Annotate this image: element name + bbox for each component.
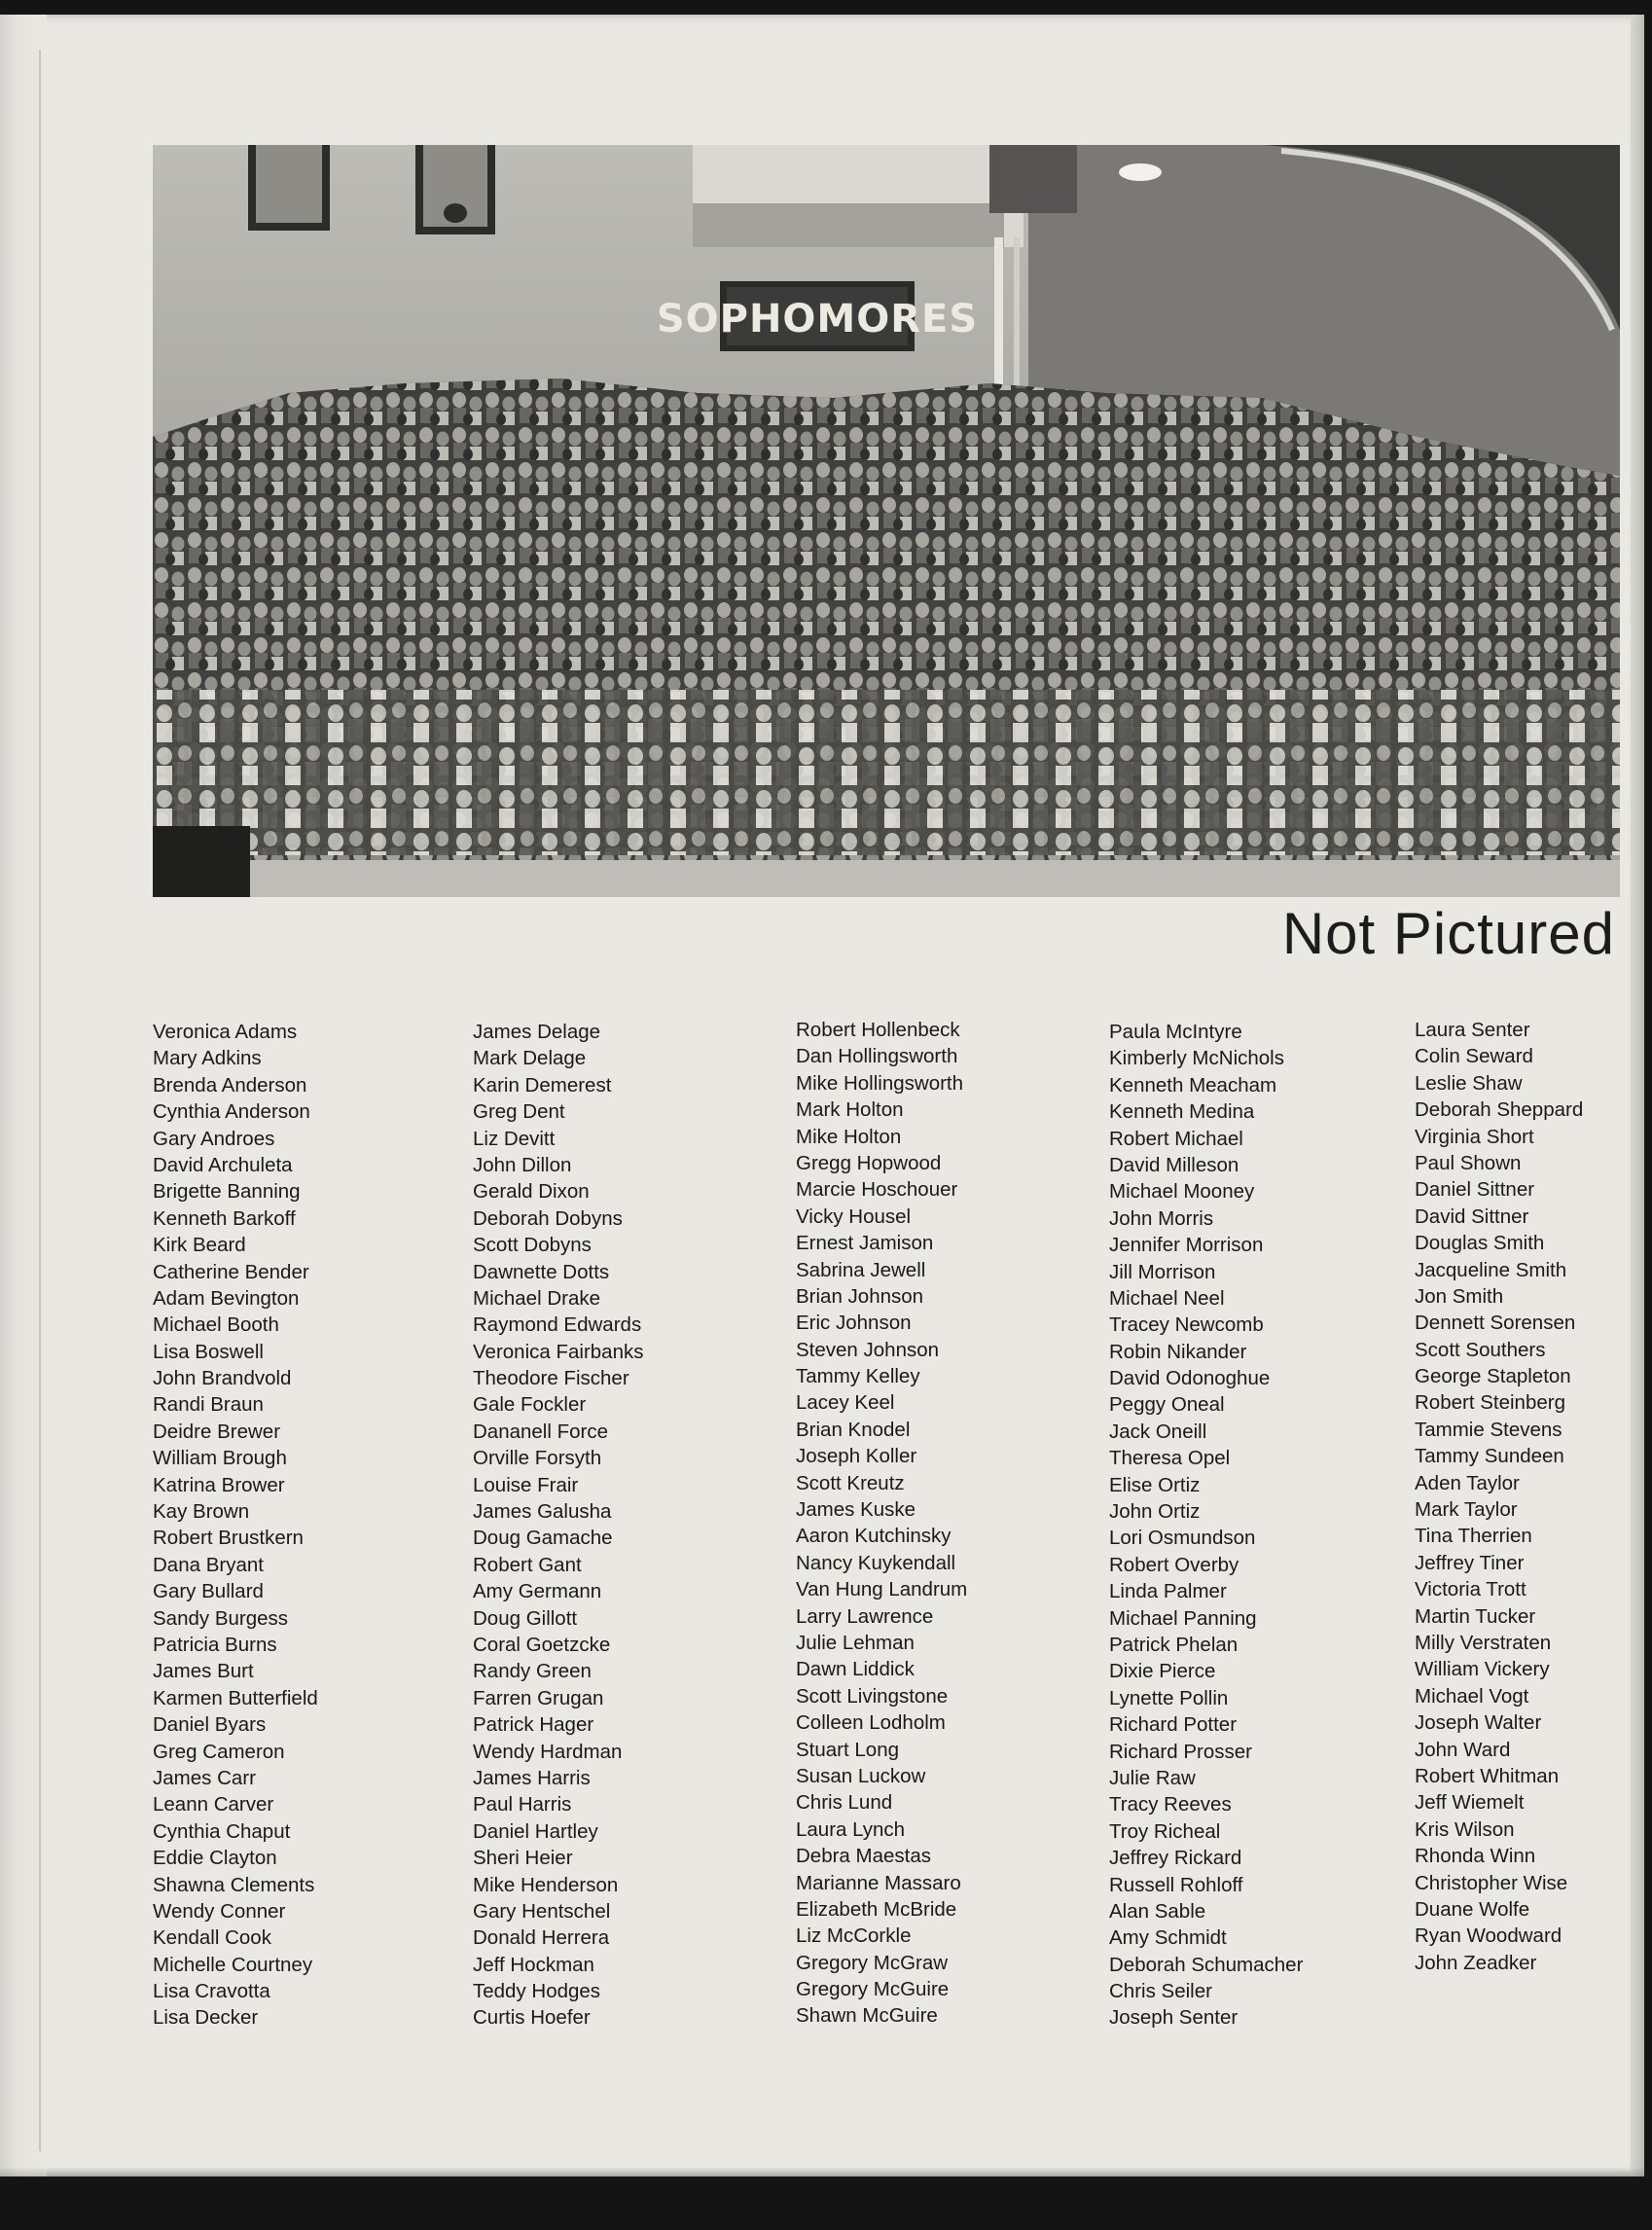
- names-column-4: [1109, 1019, 1303, 2032]
- student-name: Tammy Sundeen: [1415, 1445, 1564, 1468]
- student-name: Gregory McGraw: [796, 1951, 949, 1974]
- student-name: Mike Holton: [796, 1125, 902, 1148]
- student-name: Kenneth Barkoff: [153, 1206, 296, 1230]
- student-name: Katrina Brower: [153, 1473, 285, 1496]
- student-name: Jeffrey Rickard: [1109, 1847, 1242, 1870]
- student-name: Brenda Anderson: [153, 1073, 307, 1097]
- student-name: Daniel Hartley: [473, 1819, 598, 1843]
- student-name: David Odonoghue: [1109, 1367, 1271, 1390]
- student-name: Laura Senter: [1415, 1019, 1530, 1041]
- student-name: Farren Grugan: [473, 1686, 604, 1709]
- student-name: Louise Frair: [473, 1473, 579, 1496]
- student-name: Eddie Clayton: [153, 1847, 277, 1870]
- student-name: Larry Lawrence: [796, 1604, 934, 1628]
- student-name: Dennett Sorensen: [1415, 1312, 1576, 1335]
- student-name: Scott Southers: [1415, 1338, 1546, 1361]
- student-name: Gary Bullard: [153, 1580, 264, 1603]
- student-name: Mike Hollingsworth: [796, 1071, 964, 1095]
- student-name: Mark Holton: [796, 1098, 904, 1122]
- student-name: Sheri Heier: [473, 1847, 573, 1870]
- student-name: Chris Lund: [796, 1791, 893, 1815]
- yearbook-page: [0, 15, 1644, 2176]
- student-name: Alan Sable: [1109, 1899, 1206, 1923]
- student-name: Laura Lynch: [796, 1817, 906, 1841]
- student-name: Tammie Stevens: [1415, 1418, 1562, 1441]
- student-name: Tracey Newcomb: [1109, 1313, 1264, 1337]
- student-name: Michael Neel: [1109, 1286, 1225, 1310]
- student-name: James Kuske: [796, 1498, 916, 1522]
- student-name: Deborah Schumacher: [1109, 1953, 1304, 1976]
- student-name: Jennifer Morrison: [1109, 1234, 1264, 1257]
- student-name: Van Hung Landrum: [796, 1578, 968, 1601]
- student-name: James Galusha: [473, 1500, 612, 1524]
- student-name: Robert Brustkern: [153, 1527, 304, 1550]
- student-name: Kendall Cook: [153, 1926, 271, 1950]
- student-name: Michael Drake: [473, 1286, 601, 1310]
- student-name: Daniel Byars: [153, 1713, 267, 1737]
- student-name: Leslie Shaw: [1415, 1071, 1523, 1095]
- student-name: Robin Nikander: [1109, 1340, 1247, 1363]
- student-name: Nancy Kuykendall: [796, 1551, 956, 1574]
- student-name: Kay Brown: [153, 1500, 250, 1524]
- student-name: Ernest Jamison: [796, 1232, 934, 1255]
- class-group-photo: [153, 145, 1620, 897]
- student-name: Liz Devitt: [473, 1127, 556, 1150]
- student-name: Gary Hentschel: [473, 1899, 611, 1923]
- student-name: James Delage: [473, 1021, 601, 1043]
- student-name: Stuart Long: [796, 1738, 899, 1761]
- student-name: John Dillon: [473, 1153, 572, 1176]
- student-name: Aaron Kutchinsky: [796, 1525, 952, 1548]
- student-name: Michael Vogt: [1415, 1684, 1529, 1708]
- student-name: Coral Goetzcke: [473, 1633, 611, 1656]
- student-name: John Brandvold: [153, 1367, 292, 1390]
- student-name: Patricia Burns: [153, 1633, 277, 1656]
- student-name: Greg Cameron: [153, 1740, 285, 1763]
- student-name: Gerald Dixon: [473, 1180, 590, 1204]
- student-name: Amy Germann: [473, 1580, 602, 1603]
- student-name: Paul Harris: [473, 1793, 572, 1816]
- student-name: Julie Raw: [1109, 1766, 1196, 1789]
- student-name: Steven Johnson: [796, 1338, 940, 1361]
- student-name: Michael Mooney: [1109, 1180, 1255, 1204]
- student-name: Kenneth Meacham: [1109, 1073, 1277, 1097]
- student-name: Gale Fockler: [473, 1393, 587, 1417]
- student-name: Mike Henderson: [473, 1873, 619, 1896]
- student-name: Raymond Edwards: [473, 1313, 642, 1337]
- student-name: Colleen Lodholm: [796, 1711, 946, 1735]
- student-name: Milly Verstraten: [1415, 1631, 1552, 1654]
- student-name: David Milleson: [1109, 1153, 1239, 1176]
- page-heading: Not Pictured: [1281, 901, 1615, 966]
- student-name: Jack Oneill: [1109, 1420, 1207, 1443]
- student-name: Joseph Walter: [1415, 1711, 1542, 1735]
- student-name: Robert Overby: [1109, 1553, 1239, 1576]
- student-name: John Zeadker: [1415, 1951, 1537, 1974]
- student-name: Tammy Kelley: [796, 1365, 920, 1388]
- photo-artwork: [153, 145, 1620, 897]
- student-name: Julie Lehman: [796, 1631, 915, 1654]
- student-name: Debra Maestas: [796, 1845, 932, 1868]
- student-name: Brian Knodel: [796, 1418, 911, 1441]
- student-name: Victoria Trott: [1415, 1578, 1526, 1601]
- student-name: Brian Johnson: [796, 1284, 924, 1308]
- student-name: Orville Forsyth: [473, 1447, 602, 1470]
- student-name: Lori Osmundson: [1109, 1527, 1256, 1550]
- student-name: Dawnette Dotts: [473, 1260, 610, 1283]
- student-name: Gary Androes: [153, 1127, 275, 1150]
- names-column-3: [796, 1017, 967, 2030]
- student-name: Cynthia Chaput: [153, 1819, 291, 1843]
- student-name: Virginia Short: [1415, 1125, 1534, 1148]
- student-name: Kris Wilson: [1415, 1817, 1515, 1841]
- names-column-2: [473, 1019, 643, 2032]
- sophomores-banner: SOPHOMORES: [656, 297, 979, 342]
- student-name: Karmen Butterfield: [153, 1686, 318, 1709]
- student-name: Kenneth Medina: [1109, 1100, 1255, 1124]
- student-name: Greg Dent: [473, 1100, 565, 1124]
- student-name: Tina Therrien: [1415, 1525, 1532, 1548]
- student-name: Doug Gillott: [473, 1606, 578, 1630]
- student-name: Chris Seiler: [1109, 1980, 1212, 2003]
- student-name: Catherine Bender: [153, 1260, 309, 1283]
- names-column-5: [1415, 1017, 1583, 1976]
- student-name: Robert Gant: [473, 1553, 582, 1576]
- student-name: Peggy Oneal: [1109, 1393, 1225, 1417]
- student-name: Mary Adkins: [153, 1047, 262, 1070]
- student-name: John Ortiz: [1109, 1500, 1201, 1524]
- student-name: Eric Johnson: [796, 1312, 912, 1335]
- student-name: Elizabeth McBride: [796, 1897, 957, 1921]
- student-name: William Brough: [153, 1447, 287, 1470]
- student-name: Gregg Hopwood: [796, 1151, 942, 1174]
- student-name: John Ward: [1415, 1738, 1511, 1761]
- student-name: Dana Bryant: [153, 1553, 264, 1576]
- student-name: Lisa Cravotta: [153, 1980, 270, 2003]
- student-name: Michael Panning: [1109, 1606, 1257, 1630]
- student-name: Duane Wolfe: [1415, 1897, 1530, 1921]
- student-name: Mark Delage: [473, 1047, 587, 1070]
- student-name: Dananell Force: [473, 1420, 609, 1443]
- student-name: Patrick Phelan: [1109, 1633, 1239, 1656]
- student-name: Robert Michael: [1109, 1127, 1243, 1150]
- page-bottom-shadow: [0, 2167, 1644, 2176]
- student-name: Scott Kreutz: [796, 1471, 905, 1494]
- student-name: Joseph Koller: [796, 1445, 917, 1468]
- student-name: Teddy Hodges: [473, 1980, 601, 2003]
- student-name: Daniel Sittner: [1415, 1178, 1535, 1202]
- student-name: Jeffrey Tiner: [1415, 1551, 1525, 1574]
- student-name: Paula McIntyre: [1109, 1021, 1242, 1043]
- student-name: Rhonda Winn: [1415, 1845, 1536, 1868]
- student-name: Joseph Senter: [1109, 2006, 1239, 2030]
- student-name: Scott Livingstone: [796, 1684, 949, 1708]
- student-name: Linda Palmer: [1109, 1580, 1227, 1603]
- student-name: Deborah Sheppard: [1415, 1098, 1584, 1122]
- student-name: Shawna Clements: [153, 1873, 315, 1896]
- student-name: Martin Tucker: [1415, 1604, 1536, 1628]
- student-name: Marcie Hoschouer: [796, 1178, 958, 1202]
- student-name: Kirk Beard: [153, 1234, 246, 1257]
- student-name: Tracy Reeves: [1109, 1793, 1232, 1816]
- student-name: Jon Smith: [1415, 1284, 1504, 1308]
- student-name: Elise Ortiz: [1109, 1473, 1201, 1496]
- student-name: Donald Herrera: [473, 1926, 610, 1950]
- student-name: Karin Demerest: [473, 1073, 612, 1097]
- student-name: Dan Hollingsworth: [796, 1045, 958, 1068]
- not-pictured-list: [0, 1019, 1644, 2050]
- student-name: Wendy Conner: [153, 1899, 286, 1923]
- student-name: Lisa Boswell: [153, 1340, 264, 1363]
- student-name: Brigette Banning: [153, 1180, 301, 1204]
- student-name: Shawn McGuire: [796, 2004, 938, 2028]
- student-name: Richard Prosser: [1109, 1740, 1252, 1763]
- student-name: Theodore Fischer: [473, 1367, 629, 1390]
- student-name: Patrick Hager: [473, 1713, 594, 1737]
- student-name: Aden Taylor: [1415, 1471, 1520, 1494]
- student-name: Lisa Decker: [153, 2006, 259, 2030]
- student-name: Randy Green: [473, 1660, 592, 1683]
- student-name: Jill Morrison: [1109, 1260, 1216, 1283]
- student-name: David Sittner: [1415, 1205, 1529, 1228]
- student-name: Jeff Wiemelt: [1415, 1791, 1525, 1815]
- names-column-1: [153, 1019, 318, 2032]
- student-name: Adam Bevington: [153, 1286, 300, 1310]
- student-name: Leann Carver: [153, 1793, 274, 1816]
- student-name: Scott Dobyns: [473, 1234, 592, 1257]
- student-name: Lacey Keel: [796, 1391, 895, 1415]
- student-name: Randi Braun: [153, 1393, 264, 1417]
- student-name: Sandy Burgess: [153, 1606, 289, 1630]
- student-name: James Burt: [153, 1660, 254, 1683]
- student-name: Amy Schmidt: [1109, 1926, 1227, 1950]
- student-name: Gregory McGuire: [796, 1978, 950, 2001]
- student-name: Douglas Smith: [1415, 1232, 1545, 1255]
- student-name: Robert Hollenbeck: [796, 1019, 960, 1041]
- student-name: Dixie Pierce: [1109, 1660, 1216, 1683]
- student-name: Michael Booth: [153, 1313, 279, 1337]
- student-name: Susan Luckow: [796, 1764, 926, 1787]
- student-name: Veronica Adams: [153, 1021, 298, 1043]
- student-name: David Archuleta: [153, 1153, 293, 1176]
- student-name: James Carr: [153, 1766, 256, 1789]
- student-name: Colin Seward: [1415, 1045, 1533, 1068]
- student-name: Troy Richeal: [1109, 1819, 1221, 1843]
- student-name: Vicky Housel: [796, 1205, 912, 1228]
- student-name: Kimberly McNichols: [1109, 1047, 1284, 1070]
- student-name: Marianne Massaro: [796, 1871, 961, 1894]
- student-name: Veronica Fairbanks: [473, 1340, 644, 1363]
- student-name: William Vickery: [1415, 1658, 1550, 1681]
- student-name: Theresa Opel: [1109, 1447, 1231, 1470]
- student-name: Doug Gamache: [473, 1527, 613, 1550]
- student-name: Deborah Dobyns: [473, 1206, 623, 1230]
- student-name: Deidre Brewer: [153, 1420, 281, 1443]
- student-name: John Morris: [1109, 1206, 1214, 1230]
- student-name: Mark Taylor: [1415, 1498, 1518, 1522]
- student-name: Curtis Hoefer: [473, 2006, 591, 2030]
- student-name: Jeff Hockman: [473, 1953, 594, 1976]
- student-name: Cynthia Anderson: [153, 1100, 310, 1124]
- student-name: Christopher Wise: [1415, 1871, 1568, 1894]
- student-name: Liz McCorkle: [796, 1924, 912, 1948]
- student-name: Robert Whitman: [1415, 1764, 1560, 1787]
- student-name: Paul Shown: [1415, 1151, 1522, 1174]
- student-name: Russell Rohloff: [1109, 1873, 1243, 1896]
- student-name: Lynette Pollin: [1109, 1686, 1229, 1709]
- student-name: Wendy Hardman: [473, 1740, 623, 1763]
- student-name: Dawn Liddick: [796, 1658, 915, 1681]
- student-name: Robert Steinberg: [1415, 1391, 1565, 1415]
- student-name: Michelle Courtney: [153, 1953, 313, 1976]
- student-name: James Harris: [473, 1766, 591, 1789]
- student-name: Ryan Woodward: [1415, 1924, 1562, 1948]
- student-name: Sabrina Jewell: [796, 1258, 926, 1281]
- student-name: Richard Potter: [1109, 1713, 1238, 1737]
- student-name: George Stapleton: [1415, 1365, 1571, 1388]
- student-name: Jacqueline Smith: [1415, 1258, 1567, 1281]
